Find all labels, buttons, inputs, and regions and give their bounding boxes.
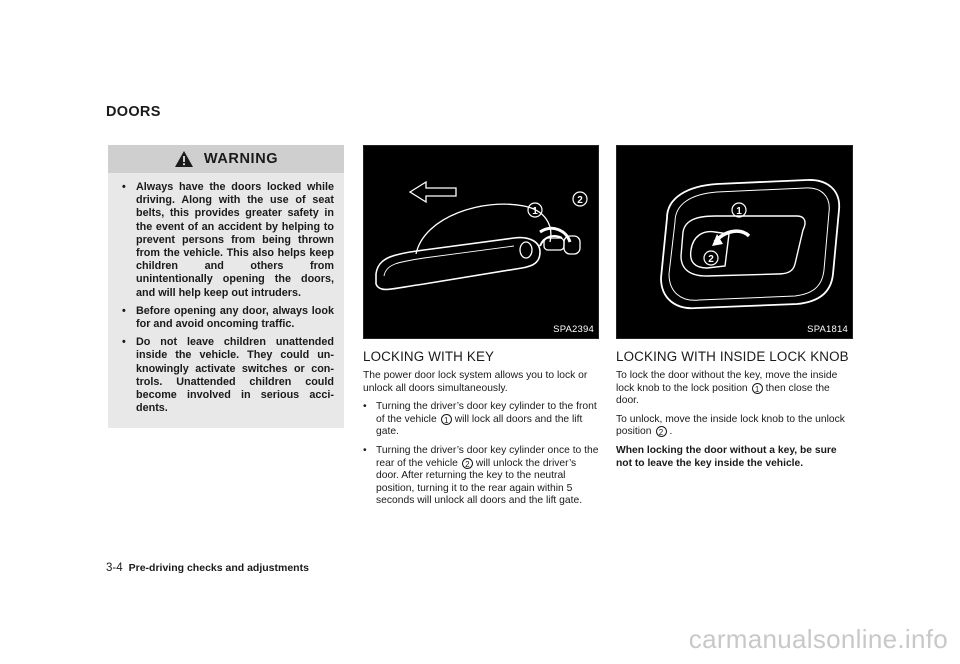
paragraph	[616, 414, 854, 439]
figure-code: SPA2394	[553, 324, 594, 335]
bullet-text: Turning the driver’s door key cylinder to the front of the vehicle	[376, 401, 597, 425]
page-number: 3-4	[106, 562, 123, 574]
paragraph	[616, 370, 854, 408]
bullet-list	[363, 401, 601, 508]
figure-label-1: 1	[532, 206, 538, 217]
front-arrow-icon	[410, 182, 456, 202]
figure-door-key-cylinder	[363, 145, 599, 339]
warning-title: WARNING	[203, 151, 279, 167]
warning-item: • Always have the doors locked while driving. Along with the use of seat belts, this provides greater safety in the event of an accident by helping to prevent persons from being thrown from the vehicle. This also helps keep children and others from unintentionally opening the doors, and will help keep out intruders.	[120, 181, 334, 300]
bullet-text: will lock all doors and the lift gate.	[376, 413, 583, 438]
chapter-title: Pre-driving checks and adjustments	[128, 562, 309, 574]
inside-lock-knob-illustration	[617, 146, 854, 340]
bullet-item	[363, 445, 601, 508]
paragraph-text: then close the door.	[616, 382, 830, 407]
figure-label-2: 2	[708, 254, 714, 265]
warning-box	[108, 145, 344, 428]
paragraph-text: To unlock, move the inside lock knob to the unlock position	[616, 413, 845, 438]
locking-with-key-section	[363, 349, 601, 514]
figure-inside-lock-knob	[616, 145, 853, 339]
paragraph: The power door lock system allows you to lock or unlock all doors simultaneously.	[363, 370, 588, 394]
section-title: DOORS	[106, 104, 161, 120]
warning-triangle-icon	[174, 150, 194, 168]
watermark: carmanualsonline.info	[688, 624, 948, 654]
figure-label-1: 1	[736, 206, 742, 217]
door-handle-key-illustration	[364, 146, 600, 340]
warning-list	[108, 173, 344, 415]
callout-number: 2	[656, 426, 667, 437]
callout-number: 1	[752, 383, 763, 394]
callout-number: 1	[441, 414, 452, 425]
bullet-item	[363, 401, 601, 439]
locking-with-knob-section	[616, 349, 854, 476]
warning-item: • Do not leave children unattended inside the vehicle. They could un- knowingly activate switches or con- trols. Unattended children could become involved in serious acci- dents.	[120, 336, 334, 415]
warning-header	[108, 145, 344, 173]
bullet-text: Turning the driver’s door key cylinder once to the rear of the vehicle	[376, 444, 599, 469]
paragraph-text: .	[669, 426, 673, 438]
bullet-text: will unlock the driver’s door. After returning the key to the neutral position, turning it to the rear again within 5 seconds will unlock all doors and the lift gate.	[376, 457, 583, 507]
key-warning-note: When locking the door without a key, be sure not to leave the key inside the vehicle.	[616, 444, 837, 469]
callout-number: 2	[462, 458, 473, 469]
figure-code: SPA1814	[807, 324, 848, 335]
warning-item: • Before opening any door, always look for and avoid oncoming traffic.	[120, 305, 334, 331]
figure-label-2: 2	[577, 195, 583, 206]
subsection-title: LOCKING WITH INSIDE LOCK KNOB	[616, 349, 849, 364]
subsection-title: LOCKING WITH KEY	[363, 349, 495, 364]
paragraph-text: To lock the door without the key, move the inside lock knob to the lock position	[616, 370, 838, 394]
page-footer	[106, 562, 309, 574]
